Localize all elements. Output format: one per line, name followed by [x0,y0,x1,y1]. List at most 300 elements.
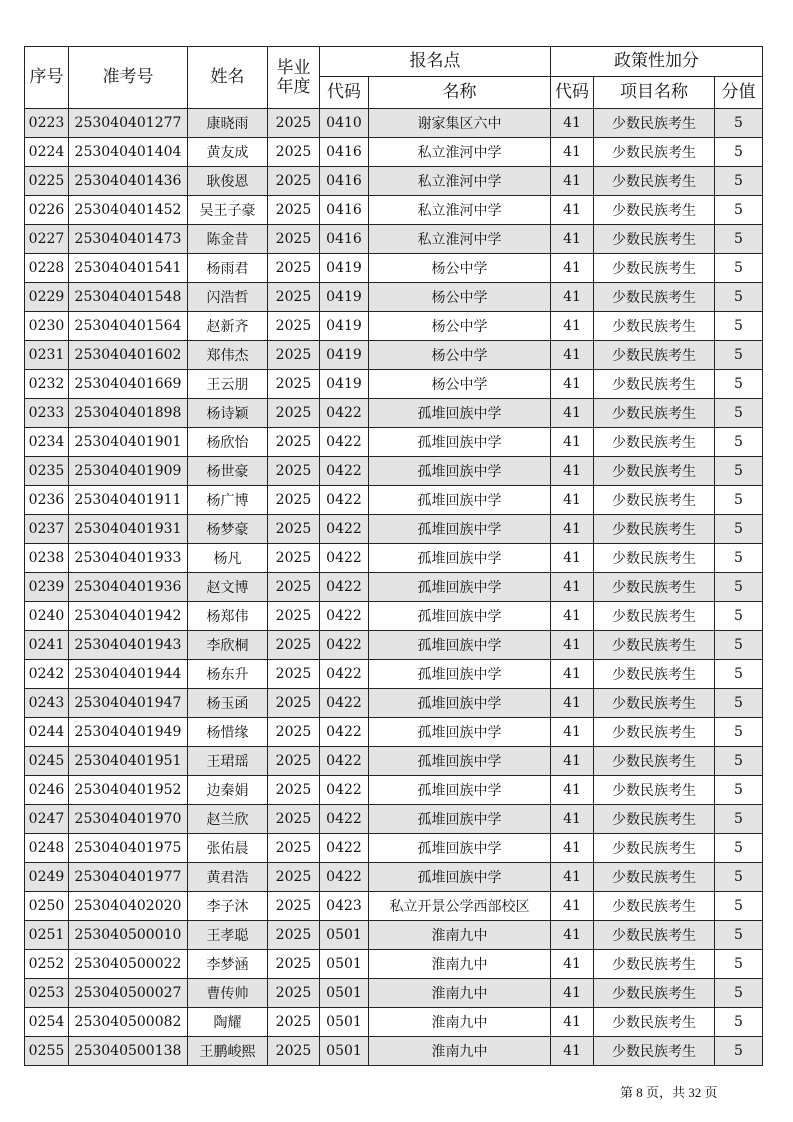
cell-site-name: 孤堆回族中学 [369,457,551,486]
cell-site-name: 杨公中学 [369,370,551,399]
cell-exam-number: 253040401931 [69,515,188,544]
cell-policy-code: 41 [551,515,594,544]
cell-name: 王孝聪 [188,921,268,950]
cell-exam-number: 253040401541 [69,254,188,283]
cell-site-name: 私立淮河中学 [369,138,551,167]
cell-grad-year: 2025 [268,979,320,1008]
cell-policy-score: 5 [715,312,763,341]
cell-site-code: 0422 [320,689,369,718]
cell-policy-item: 少数民族考生 [594,457,715,486]
cell-exam-number: 253040401909 [69,457,188,486]
cell-site-code: 0501 [320,950,369,979]
cell-exam-number: 253040401452 [69,196,188,225]
cell-seq: 0252 [25,950,69,979]
table-row [25,254,763,283]
cell-name: 陶耀 [188,1008,268,1037]
cell-site-name: 私立淮河中学 [369,196,551,225]
cell-seq: 0225 [25,167,69,196]
cell-site-code: 0419 [320,254,369,283]
header-name: 姓名 [188,47,268,109]
cell-site-name: 孤堆回族中学 [369,428,551,457]
cell-name: 闪浩哲 [188,283,268,312]
cell-grad-year: 2025 [268,138,320,167]
header-policy-score: 分值 [715,77,763,109]
cell-policy-item: 少数民族考生 [594,225,715,254]
header-seq: 序号 [25,47,69,109]
cell-exam-number: 253040401277 [69,109,188,138]
cell-policy-code: 41 [551,573,594,602]
cell-policy-item: 少数民族考生 [594,283,715,312]
cell-site-code: 0501 [320,1008,369,1037]
cell-name: 杨广博 [188,486,268,515]
cell-name: 曹传帅 [188,979,268,1008]
cell-name: 黄君浩 [188,863,268,892]
cell-policy-item: 少数民族考生 [594,689,715,718]
cell-name: 杨郑伟 [188,602,268,631]
table-row [25,486,763,515]
cell-policy-code: 41 [551,341,594,370]
table-row [25,1008,763,1037]
cell-name: 耿俊恩 [188,167,268,196]
cell-exam-number: 253040401951 [69,747,188,776]
cell-policy-score: 5 [715,747,763,776]
cell-name: 杨世豪 [188,457,268,486]
table-row [25,660,763,689]
cell-exam-number: 253040401942 [69,602,188,631]
cell-site-name: 淮南九中 [369,950,551,979]
table-row [25,457,763,486]
cell-policy-score: 5 [715,283,763,312]
table-row [25,399,763,428]
cell-site-code: 0422 [320,834,369,863]
cell-policy-code: 41 [551,167,594,196]
cell-policy-code: 41 [551,370,594,399]
table-row [25,689,763,718]
cell-name: 吴王子豪 [188,196,268,225]
cell-grad-year: 2025 [268,457,320,486]
cell-policy-score: 5 [715,370,763,399]
cell-grad-year: 2025 [268,1008,320,1037]
cell-seq: 0251 [25,921,69,950]
cell-seq: 0228 [25,254,69,283]
cell-site-code: 0419 [320,370,369,399]
cell-exam-number: 253040402020 [69,892,188,921]
cell-policy-item: 少数民族考生 [594,776,715,805]
cell-policy-code: 41 [551,428,594,457]
table-row [25,776,763,805]
cell-policy-score: 5 [715,515,763,544]
cell-policy-item: 少数民族考生 [594,863,715,892]
table-row [25,341,763,370]
cell-name: 杨东升 [188,660,268,689]
cell-policy-score: 5 [715,341,763,370]
cell-policy-code: 41 [551,1008,594,1037]
cell-name: 陈金昔 [188,225,268,254]
cell-grad-year: 2025 [268,225,320,254]
cell-name: 赵新齐 [188,312,268,341]
table-row [25,138,763,167]
cell-policy-code: 41 [551,225,594,254]
cell-site-name: 淮南九中 [369,1008,551,1037]
cell-seq: 0238 [25,544,69,573]
cell-grad-year: 2025 [268,921,320,950]
cell-policy-item: 少数民族考生 [594,660,715,689]
cell-policy-score: 5 [715,950,763,979]
cell-site-code: 0422 [320,660,369,689]
cell-seq: 0247 [25,805,69,834]
cell-policy-score: 5 [715,979,763,1008]
cell-policy-item: 少数民族考生 [594,1037,715,1066]
table-row [25,747,763,776]
cell-seq: 0243 [25,689,69,718]
table-row [25,544,763,573]
cell-name: 康晓雨 [188,109,268,138]
cell-policy-code: 41 [551,283,594,312]
cell-exam-number: 253040401947 [69,689,188,718]
cell-exam-number: 253040401898 [69,399,188,428]
roster-table [24,46,763,1066]
cell-grad-year: 2025 [268,718,320,747]
header-policy-group: 政策性加分 [551,47,763,77]
cell-policy-score: 5 [715,863,763,892]
cell-seq: 0241 [25,631,69,660]
cell-site-name: 孤堆回族中学 [369,544,551,573]
cell-exam-number: 253040401949 [69,718,188,747]
cell-name: 杨惜缘 [188,718,268,747]
cell-site-name: 孤堆回族中学 [369,515,551,544]
cell-name: 王珺瑶 [188,747,268,776]
cell-site-name: 孤堆回族中学 [369,834,551,863]
cell-seq: 0234 [25,428,69,457]
cell-site-code: 0501 [320,921,369,950]
cell-seq: 0224 [25,138,69,167]
cell-policy-item: 少数民族考生 [594,167,715,196]
table-row [25,428,763,457]
cell-seq: 0255 [25,1037,69,1066]
cell-policy-code: 41 [551,863,594,892]
cell-seq: 0237 [25,515,69,544]
cell-grad-year: 2025 [268,660,320,689]
cell-site-name: 私立淮河中学 [369,225,551,254]
cell-policy-item: 少数民族考生 [594,921,715,950]
cell-name: 郑伟杰 [188,341,268,370]
cell-site-code: 0422 [320,631,369,660]
header-grad-year: 毕业 年度 [268,47,320,109]
header-site-code: 代码 [320,77,369,109]
cell-exam-number: 253040401473 [69,225,188,254]
cell-site-name: 孤堆回族中学 [369,718,551,747]
cell-seq: 0232 [25,370,69,399]
cell-site-code: 0423 [320,892,369,921]
table-row [25,863,763,892]
cell-site-code: 0416 [320,138,369,167]
cell-policy-score: 5 [715,689,763,718]
cell-site-code: 0416 [320,196,369,225]
cell-grad-year: 2025 [268,602,320,631]
cell-seq: 0226 [25,196,69,225]
page-number: 第 8 页，共 32 页 [620,1085,718,1100]
cell-seq: 0231 [25,341,69,370]
cell-policy-item: 少数民族考生 [594,718,715,747]
cell-policy-code: 41 [551,776,594,805]
cell-policy-code: 41 [551,805,594,834]
cell-policy-item: 少数民族考生 [594,196,715,225]
cell-grad-year: 2025 [268,1037,320,1066]
table-row [25,834,763,863]
cell-seq: 0230 [25,312,69,341]
cell-policy-item: 少数民族考生 [594,950,715,979]
cell-policy-code: 41 [551,457,594,486]
cell-policy-score: 5 [715,718,763,747]
cell-grad-year: 2025 [268,486,320,515]
cell-grad-year: 2025 [268,544,320,573]
cell-grad-year: 2025 [268,776,320,805]
table-row [25,979,763,1008]
cell-policy-score: 5 [715,631,763,660]
cell-grad-year: 2025 [268,196,320,225]
cell-grad-year: 2025 [268,863,320,892]
cell-policy-score: 5 [715,805,763,834]
cell-policy-item: 少数民族考生 [594,805,715,834]
cell-grad-year: 2025 [268,109,320,138]
cell-policy-item: 少数民族考生 [594,399,715,428]
cell-exam-number: 253040401970 [69,805,188,834]
cell-policy-code: 41 [551,747,594,776]
cell-name: 王鹏峻熙 [188,1037,268,1066]
cell-site-name: 杨公中学 [369,341,551,370]
table-row [25,573,763,602]
cell-policy-item: 少数民族考生 [594,254,715,283]
cell-policy-code: 41 [551,631,594,660]
cell-exam-number: 253040500010 [69,921,188,950]
cell-policy-code: 41 [551,718,594,747]
cell-site-name: 孤堆回族中学 [369,573,551,602]
cell-name: 杨梦豪 [188,515,268,544]
cell-policy-code: 41 [551,196,594,225]
table-row [25,196,763,225]
cell-policy-code: 41 [551,486,594,515]
cell-policy-item: 少数民族考生 [594,892,715,921]
cell-site-name: 孤堆回族中学 [369,631,551,660]
cell-site-code: 0416 [320,167,369,196]
cell-grad-year: 2025 [268,689,320,718]
cell-site-name: 孤堆回族中学 [369,747,551,776]
cell-policy-code: 41 [551,950,594,979]
cell-grad-year: 2025 [268,573,320,602]
cell-site-name: 孤堆回族中学 [369,805,551,834]
cell-site-name: 私立淮河中学 [369,167,551,196]
cell-grad-year: 2025 [268,515,320,544]
table-row [25,225,763,254]
cell-grad-year: 2025 [268,631,320,660]
cell-policy-code: 41 [551,892,594,921]
cell-name: 李子沐 [188,892,268,921]
cell-policy-item: 少数民族考生 [594,979,715,1008]
cell-seq: 0239 [25,573,69,602]
cell-exam-number: 253040401564 [69,312,188,341]
cell-exam-number: 253040401933 [69,544,188,573]
cell-exam-number: 253040500027 [69,979,188,1008]
cell-name: 杨玉函 [188,689,268,718]
cell-grad-year: 2025 [268,805,320,834]
cell-site-name: 淮南九中 [369,921,551,950]
cell-seq: 0245 [25,747,69,776]
cell-site-code: 0410 [320,109,369,138]
cell-site-name: 孤堆回族中学 [369,486,551,515]
cell-seq: 0233 [25,399,69,428]
cell-policy-item: 少数民族考生 [594,312,715,341]
cell-seq: 0227 [25,225,69,254]
cell-grad-year: 2025 [268,428,320,457]
cell-policy-score: 5 [715,196,763,225]
cell-exam-number: 253040401911 [69,486,188,515]
cell-exam-number: 253040401901 [69,428,188,457]
cell-site-code: 0419 [320,312,369,341]
cell-name: 杨诗颖 [188,399,268,428]
cell-name: 张佑晨 [188,834,268,863]
cell-seq: 0244 [25,718,69,747]
cell-policy-score: 5 [715,457,763,486]
cell-policy-score: 5 [715,254,763,283]
cell-site-name: 孤堆回族中学 [369,776,551,805]
cell-site-name: 杨公中学 [369,312,551,341]
cell-policy-score: 5 [715,1037,763,1066]
cell-name: 李梦涵 [188,950,268,979]
cell-site-code: 0501 [320,979,369,1008]
cell-policy-item: 少数民族考生 [594,834,715,863]
cell-site-code: 0422 [320,486,369,515]
cell-exam-number: 253040401975 [69,834,188,863]
cell-policy-score: 5 [715,428,763,457]
cell-site-name: 孤堆回族中学 [369,689,551,718]
cell-site-code: 0422 [320,602,369,631]
table-row [25,370,763,399]
cell-site-code: 0501 [320,1037,369,1066]
cell-policy-score: 5 [715,573,763,602]
cell-policy-code: 41 [551,312,594,341]
cell-grad-year: 2025 [268,950,320,979]
cell-policy-score: 5 [715,399,763,428]
cell-seq: 0229 [25,283,69,312]
cell-policy-score: 5 [715,167,763,196]
cell-policy-code: 41 [551,1037,594,1066]
cell-site-name: 杨公中学 [369,283,551,312]
cell-site-code: 0422 [320,863,369,892]
cell-grad-year: 2025 [268,747,320,776]
cell-exam-number: 253040401943 [69,631,188,660]
cell-seq: 0254 [25,1008,69,1037]
cell-site-name: 淮南九中 [369,979,551,1008]
cell-policy-item: 少数民族考生 [594,602,715,631]
cell-site-code: 0422 [320,805,369,834]
header-site-group: 报名点 [320,47,551,77]
cell-site-code: 0422 [320,399,369,428]
cell-site-code: 0416 [320,225,369,254]
cell-site-code: 0422 [320,428,369,457]
cell-policy-item: 少数民族考生 [594,138,715,167]
cell-site-code: 0422 [320,515,369,544]
cell-policy-score: 5 [715,544,763,573]
cell-policy-code: 41 [551,689,594,718]
table-body [25,109,763,1066]
cell-grad-year: 2025 [268,370,320,399]
table-row [25,109,763,138]
cell-policy-score: 5 [715,225,763,254]
cell-seq: 0246 [25,776,69,805]
cell-grad-year: 2025 [268,312,320,341]
cell-seq: 0235 [25,457,69,486]
table-row [25,167,763,196]
cell-policy-score: 5 [715,921,763,950]
cell-site-name: 杨公中学 [369,254,551,283]
table-row [25,892,763,921]
header-exam-number: 准考号 [69,47,188,109]
cell-policy-item: 少数民族考生 [594,1008,715,1037]
table-row [25,1037,763,1066]
cell-policy-code: 41 [551,979,594,1008]
table-row [25,805,763,834]
cell-policy-item: 少数民族考生 [594,631,715,660]
cell-site-code: 0422 [320,573,369,602]
cell-exam-number: 253040500022 [69,950,188,979]
cell-policy-item: 少数民族考生 [594,515,715,544]
cell-grad-year: 2025 [268,283,320,312]
cell-policy-item: 少数民族考生 [594,486,715,515]
cell-policy-code: 41 [551,660,594,689]
cell-policy-code: 41 [551,109,594,138]
cell-exam-number: 253040401944 [69,660,188,689]
cell-exam-number: 253040500082 [69,1008,188,1037]
cell-grad-year: 2025 [268,254,320,283]
cell-seq: 0249 [25,863,69,892]
cell-site-code: 0422 [320,544,369,573]
cell-grad-year: 2025 [268,834,320,863]
cell-policy-score: 5 [715,1008,763,1037]
cell-policy-item: 少数民族考生 [594,544,715,573]
cell-policy-code: 41 [551,602,594,631]
cell-policy-score: 5 [715,138,763,167]
cell-seq: 0248 [25,834,69,863]
cell-site-name: 淮南九中 [369,1037,551,1066]
table-row [25,283,763,312]
cell-site-name: 孤堆回族中学 [369,399,551,428]
cell-exam-number: 253040401404 [69,138,188,167]
header-policy-code: 代码 [551,77,594,109]
cell-seq: 0240 [25,602,69,631]
cell-site-name: 孤堆回族中学 [369,863,551,892]
cell-exam-number: 253040500138 [69,1037,188,1066]
cell-policy-score: 5 [715,109,763,138]
cell-policy-score: 5 [715,892,763,921]
cell-grad-year: 2025 [268,341,320,370]
cell-seq: 0236 [25,486,69,515]
cell-policy-item: 少数民族考生 [594,341,715,370]
cell-policy-score: 5 [715,602,763,631]
cell-policy-code: 41 [551,921,594,950]
cell-grad-year: 2025 [268,167,320,196]
table-row [25,950,763,979]
cell-seq: 0250 [25,892,69,921]
cell-policy-item: 少数民族考生 [594,370,715,399]
table-row [25,631,763,660]
cell-site-name: 孤堆回族中学 [369,602,551,631]
cell-policy-item: 少数民族考生 [594,747,715,776]
cell-site-name: 孤堆回族中学 [369,660,551,689]
cell-name: 王云朋 [188,370,268,399]
cell-name: 杨凡 [188,544,268,573]
cell-policy-code: 41 [551,544,594,573]
cell-exam-number: 253040401936 [69,573,188,602]
